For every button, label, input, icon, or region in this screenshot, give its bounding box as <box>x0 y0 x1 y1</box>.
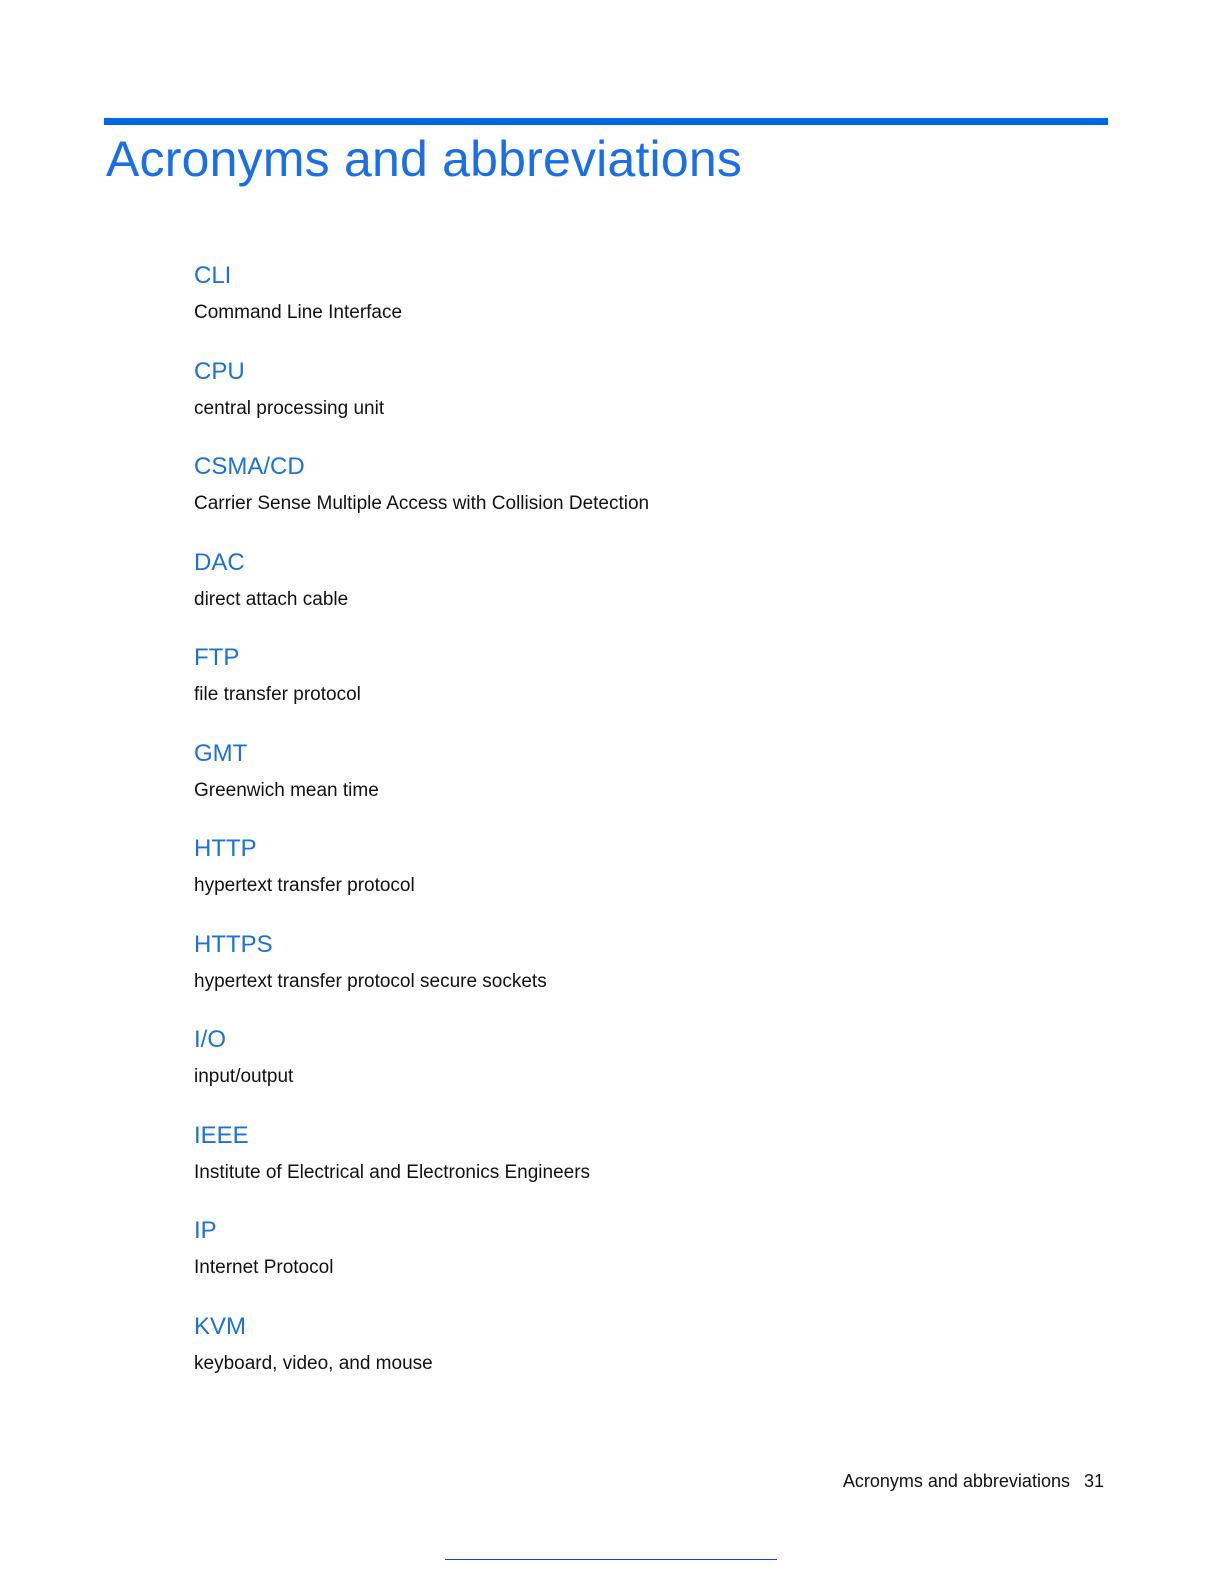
glossary-term: KVM <box>194 1312 247 1340</box>
title-rule <box>104 118 1108 125</box>
glossary-definition: hypertext transfer protocol secure sockets <box>194 970 547 992</box>
glossary-entry <box>194 642 1094 738</box>
glossary-term: HTTP <box>194 835 257 862</box>
glossary-definition: Institute of Electrical and Electronics Engineers <box>194 1161 591 1183</box>
footer-section-title: Acronyms and abbreviations <box>842 1471 1070 1491</box>
glossary-term: CLI <box>194 262 232 289</box>
glossary-term: DAC <box>194 548 245 576</box>
glossary-entry <box>194 260 1094 356</box>
glossary-entry <box>194 356 1094 452</box>
glossary-definition: Command Line Interface <box>194 302 403 323</box>
glossary-entry <box>194 833 1094 929</box>
glossary-definition: Greenwich mean time <box>194 779 379 801</box>
glossary-term: HTTPS <box>194 930 273 958</box>
glossary-entry <box>194 1024 1094 1120</box>
glossary-entry <box>194 1120 1094 1216</box>
glossary-definition: file transfer protocol <box>194 684 361 705</box>
glossary-definition: Carrier Sense Multiple Access with Collision Detection <box>194 493 650 514</box>
glossary-definition: input/output <box>194 1066 294 1087</box>
glossary-entry <box>194 547 1094 643</box>
glossary-term: CSMA/CD <box>194 453 305 480</box>
glossary-term: GMT <box>194 739 248 767</box>
glossary-entry <box>194 738 1094 834</box>
glossary-list <box>194 260 1094 1406</box>
glossary-definition: keyboard, video, and mouse <box>194 1352 433 1374</box>
glossary-term: CPU <box>194 357 245 385</box>
glossary-definition: central processing unit <box>194 397 385 419</box>
glossary-entry <box>194 451 1094 547</box>
glossary-entry <box>194 1215 1094 1311</box>
glossary-term: IP <box>194 1217 217 1244</box>
glossary-definition: direct attach cable <box>194 588 349 610</box>
glossary-definition: hypertext transfer protocol <box>194 875 415 896</box>
glossary-term: IEEE <box>194 1121 249 1149</box>
footer-page-number: 31 <box>1083 1471 1104 1491</box>
glossary-term: I/O <box>194 1026 227 1053</box>
bottom-link-underline <box>445 1559 777 1560</box>
page-title: Acronyms and abbreviations <box>106 131 743 187</box>
glossary-term: FTP <box>194 644 240 671</box>
glossary-entry <box>194 929 1094 1025</box>
glossary-entry <box>194 1311 1094 1407</box>
glossary-definition: Internet Protocol <box>194 1257 334 1278</box>
page-footer <box>843 1471 1104 1492</box>
